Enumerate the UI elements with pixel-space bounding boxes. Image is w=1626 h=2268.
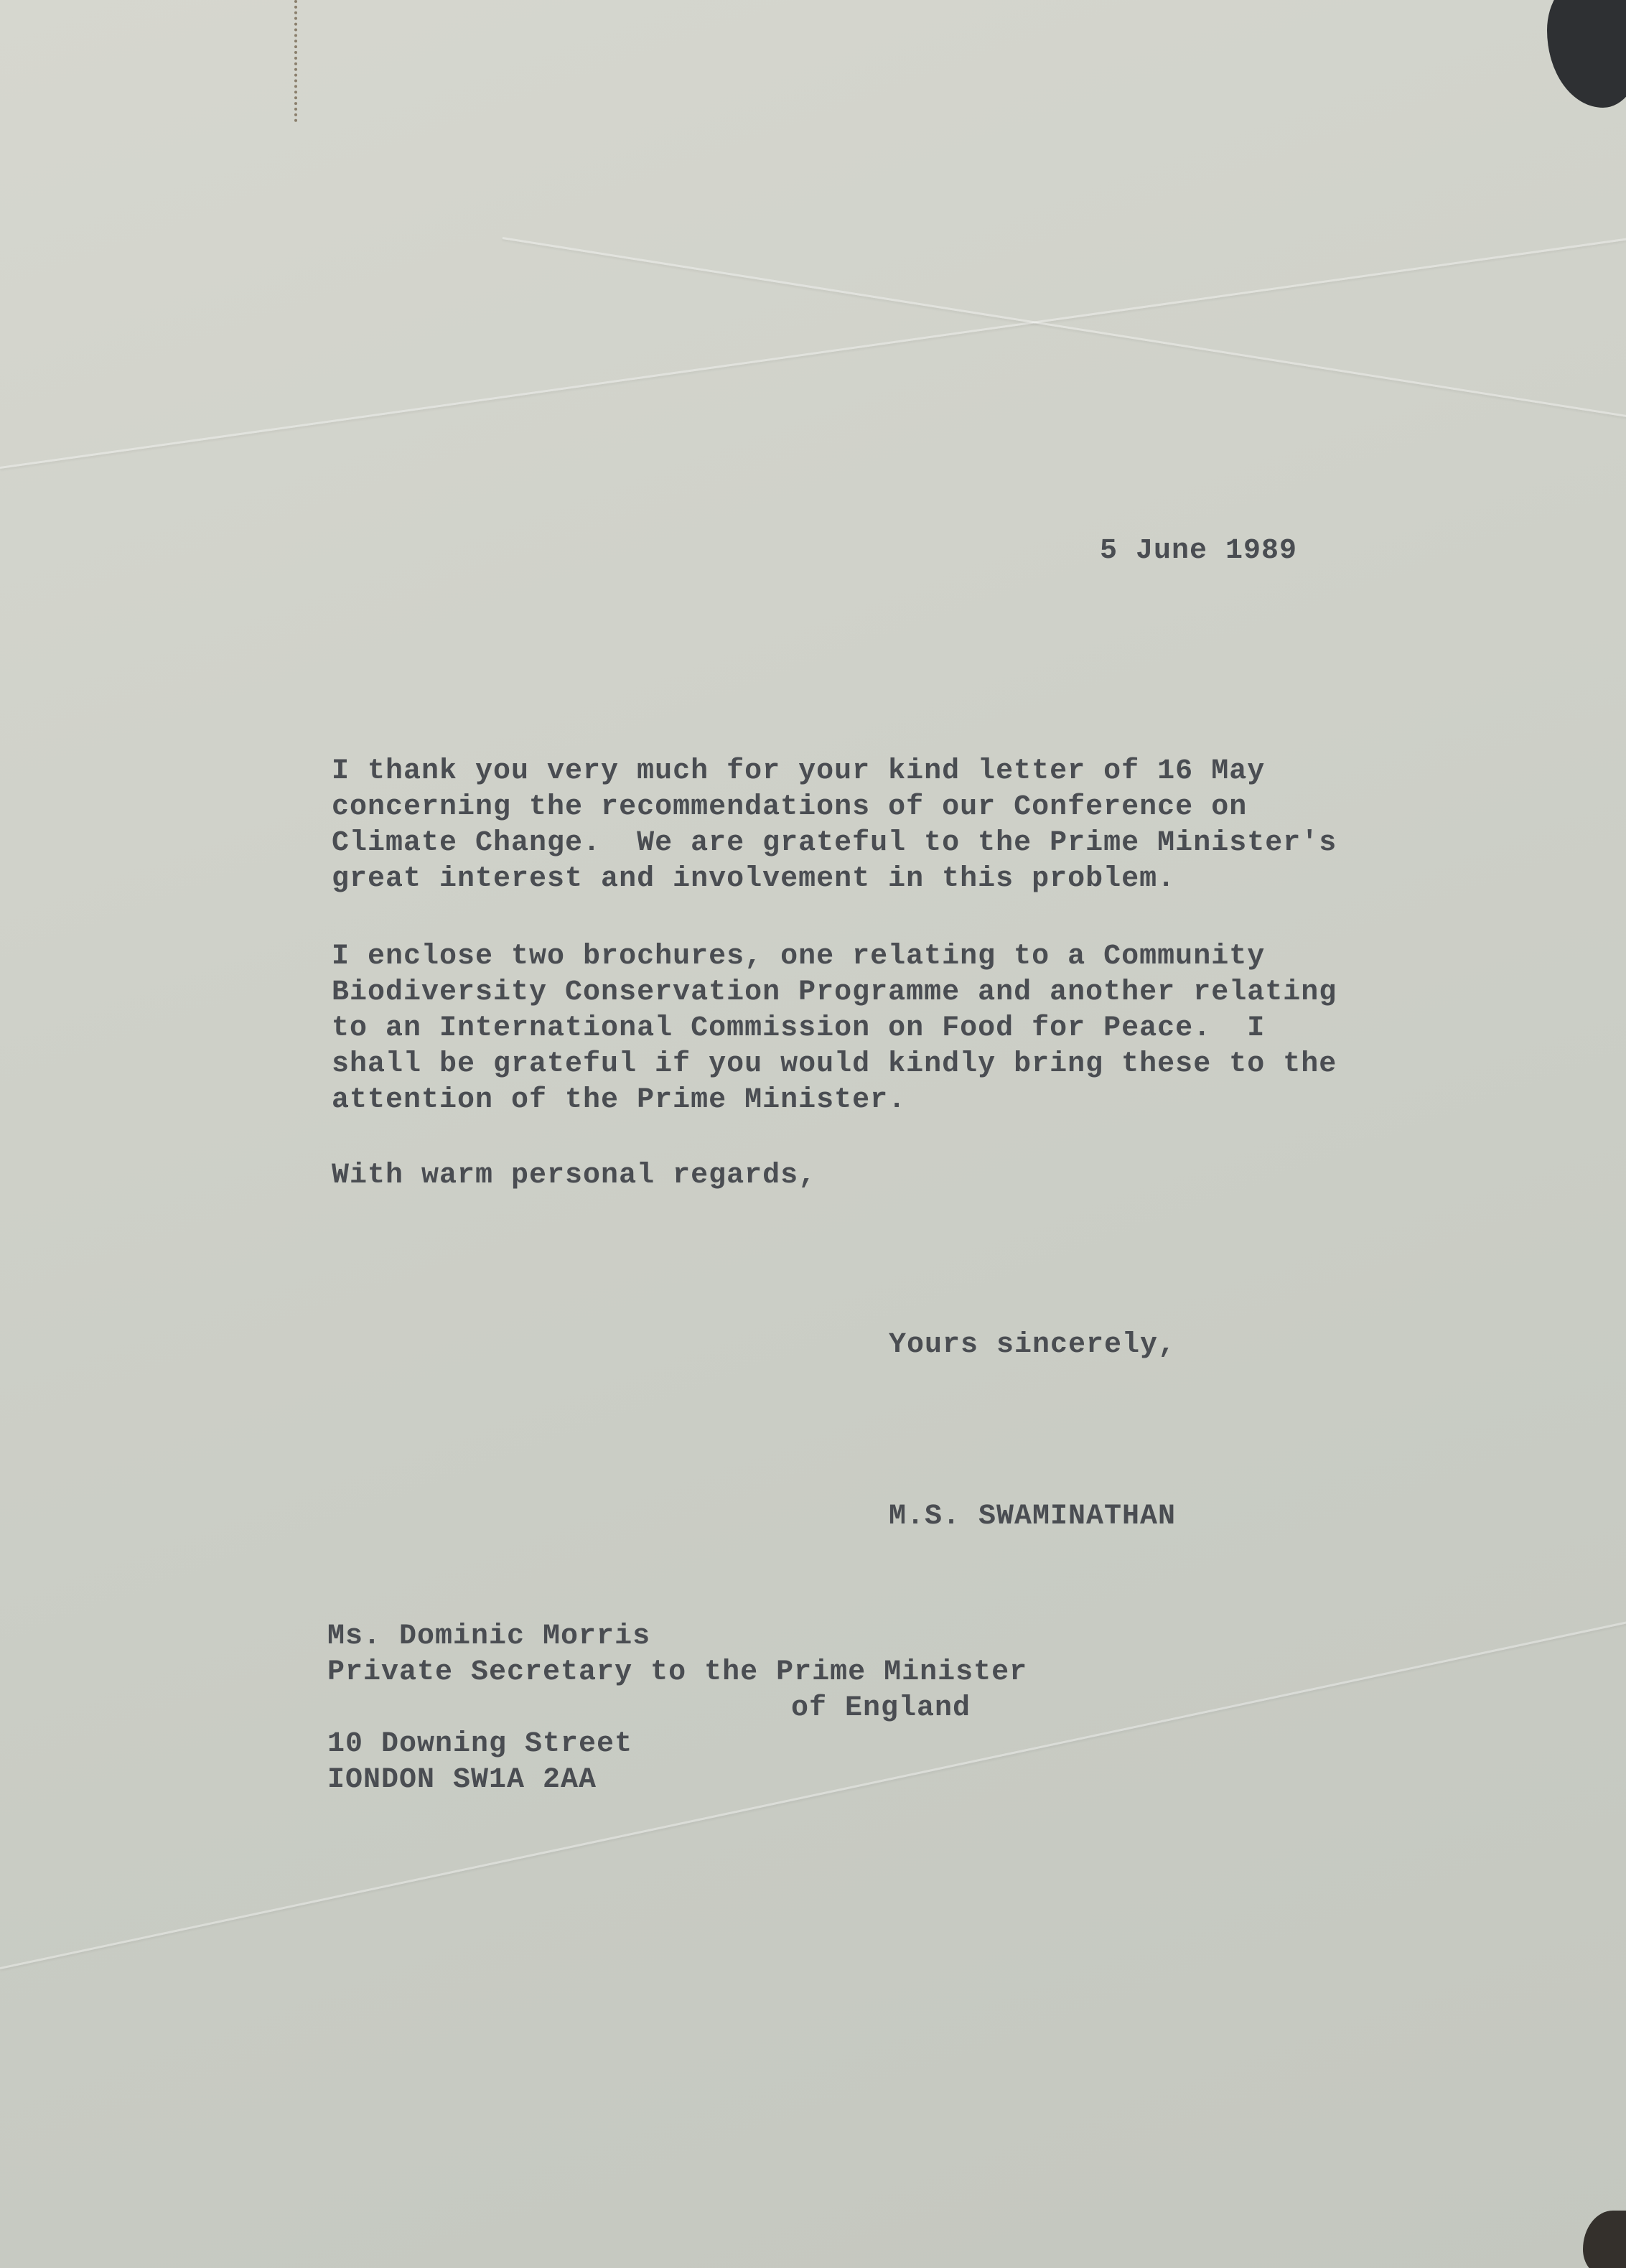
paragraph-3: With warm personal regards, — [332, 1159, 817, 1192]
torn-corner — [1583, 2211, 1626, 2268]
letter-date: 5 June 1989 — [1100, 535, 1298, 567]
recipient-title-continued: of England — [791, 1692, 971, 1725]
recipient-city: IONDON SW1A 2AA — [327, 1764, 597, 1796]
paragraph-2: I enclose two brochures, one relating to a Community Biodiversity Conservation Programme and another relating to an International Commission on Food for Peace. I shall be grateful if you would kindly bring these to the attention of the Prime Minister. — [332, 941, 1337, 1116]
paper-crease — [0, 237, 1626, 469]
torn-corner — [1547, 0, 1626, 108]
signature-name: M.S. SWAMINATHAN — [889, 1501, 1177, 1533]
closing-line: Yours sincerely, — [889, 1329, 1177, 1361]
paper-crease — [503, 237, 1626, 430]
recipient-street: 10 Downing Street — [327, 1728, 633, 1760]
paragraph-1: I thank you very much for your kind letter of 16 May concerning the recommendations of our Conference on Climate Change. We are grateful to the Prime Minister's great interest and involvement in this problem. — [332, 755, 1337, 895]
recipient-title: Private Secretary to the Prime Minister — [327, 1656, 1028, 1689]
recipient-name: Ms. Dominic Morris — [327, 1620, 651, 1653]
staple-mark — [294, 0, 302, 122]
recipient-address — [327, 1619, 1027, 1798]
